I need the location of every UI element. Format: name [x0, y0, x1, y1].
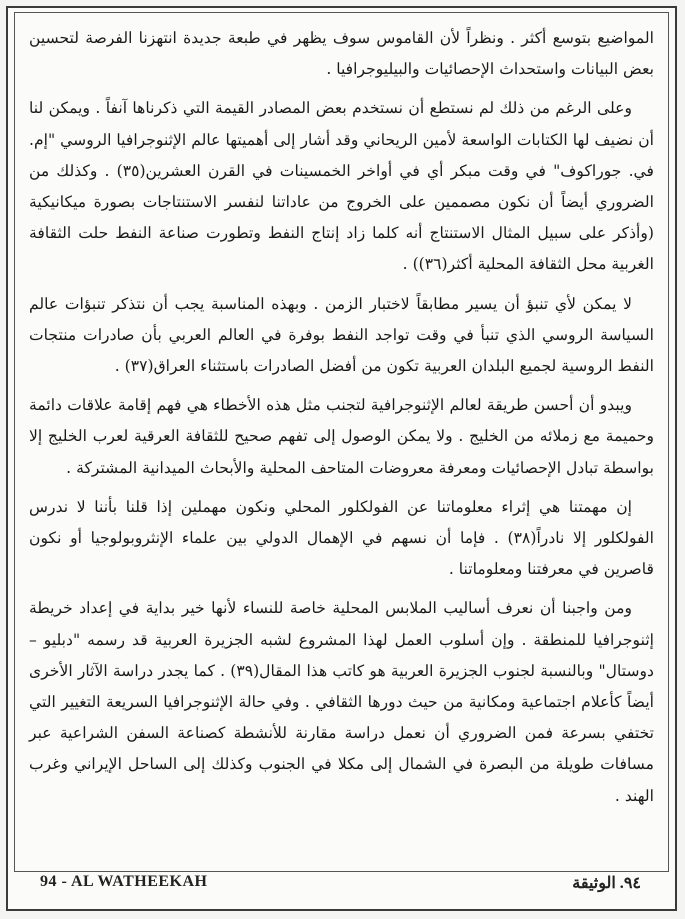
- paragraph-5: إن مهمتنا هي إثراء معلوماتنا عن الفولكلور المحلي ونكون مهملين إذا قلنا بأننا لا ندرس الفولكلور إلا نادراً(٣٨) . فإما أن نسهم في الإهمال الدولي بين علماء الإنثروبولوجيا أو نكون قاصرين في معرفتنا ومعلوماتنا .: [29, 497, 654, 579]
- paragraph-6: ومن واجبنا أن نعرف أساليب الملابس المحلية خاصة للنساء لأنها خير بداية في إعداد خريطة إثنوجرافيا للمنطقة . وإن أسلوب العمل لهذا المشروع لشبه الجزيرة العربية قد رسمه "دبليو – دوستال" وبالنسبة لجنوب الجزيرة العربية هو كاتب هذا المقال(٣٩) . كما يجدر دراسة الآثار الأخرى أيضاً كأعلام اجتماعية ومكانية من حيث دورها الثقافي . وفي حالة الإثنوجرافيا السريعة التغيير التي تختفي بسرعة فمن الضروري أن نعمل دراسة مقارنة للأنشطة كصناعة السفن الشراعية عبر مسافات طويلة من البصرة في الشمال إلى مكلا في الجنوب وكذلك إلى الساحل الإيراني وغرب الهند .: [29, 599, 654, 805]
- paragraph-2: وعلى الرغم من ذلك لم نستطع أن نستخدم بعض المصادر القيمة التي ذكرناها آنفاً . ويمكن لنا أن نضيف لها الكتابات الواسعة لأمين الريحاني وقد أشار إلى أهميتها عالم الإثنوجرافيا الروسي "إم. في. جوراكوف" في وقت مبكر أي في أواخر الخمسينات في القرن العشرين(٣٥) . وكذلك من الضروري أيضاً أن نكون مصممين على الخروج من عاداتنا لنفسر الاستنتاجات بصورة ميكانيكية (وأذكر على سبيل المثال الاستنتاج أنه كلما زاد إنتاج النفط وتطورت صناعة النفط حلت الثقافة الغربية محل الثقافة المحلية أكثر(٣٦)) .: [29, 99, 654, 274]
- footer-page-number-latin: 94 - AL WATHEEKAH: [40, 873, 208, 890]
- paragraph-1: المواضيع بتوسع أكثر . ونظراً لأن القاموس سوف يظهر في طبعة جديدة انتهزنا الفرصة لتحسين بعض البيانات واستحداث الإحصائيات والبيليوجرافيا .: [29, 29, 654, 79]
- magazine-page: [6, 6, 677, 911]
- text-frame: [14, 12, 669, 872]
- paragraph-3: لا يمكن لأي تنبؤ أن يسير مطابقاً لاختبار الزمن . وبهذه المناسبة يجب أن نتذكر تنبؤات عالم السياسة الروسي الذي تنبأ في وقت تواجد النفط بوفرة في العالم العربي بأن صادرات منتجات النفط الروسية لجميع البلدان العربية تكون من أفضل الصادرات باستثناء العراق(٣٧) .: [29, 294, 654, 376]
- article-body: [29, 23, 654, 812]
- paragraph-4: ويبدو أن أحسن طريقة لعالم الإثنوجرافية لتجنب مثل هذه الأخطاء هي فهم إقامة علاقات دائمة وحميمة مع زملائه من الخليج . ولا يمكن الوصول إلى تفهم صحيح للثقافة العرقية لعرب الخليج إلا بواسطة تبادل الإحصائيات ومعرفة معروضات المتاحف المحلية والأبحاث الميدانية المشتركة .: [29, 396, 654, 477]
- footer-page-number-arabic: ٩٤. الوثيقة: [572, 875, 641, 892]
- page-footer: [8, 873, 675, 895]
